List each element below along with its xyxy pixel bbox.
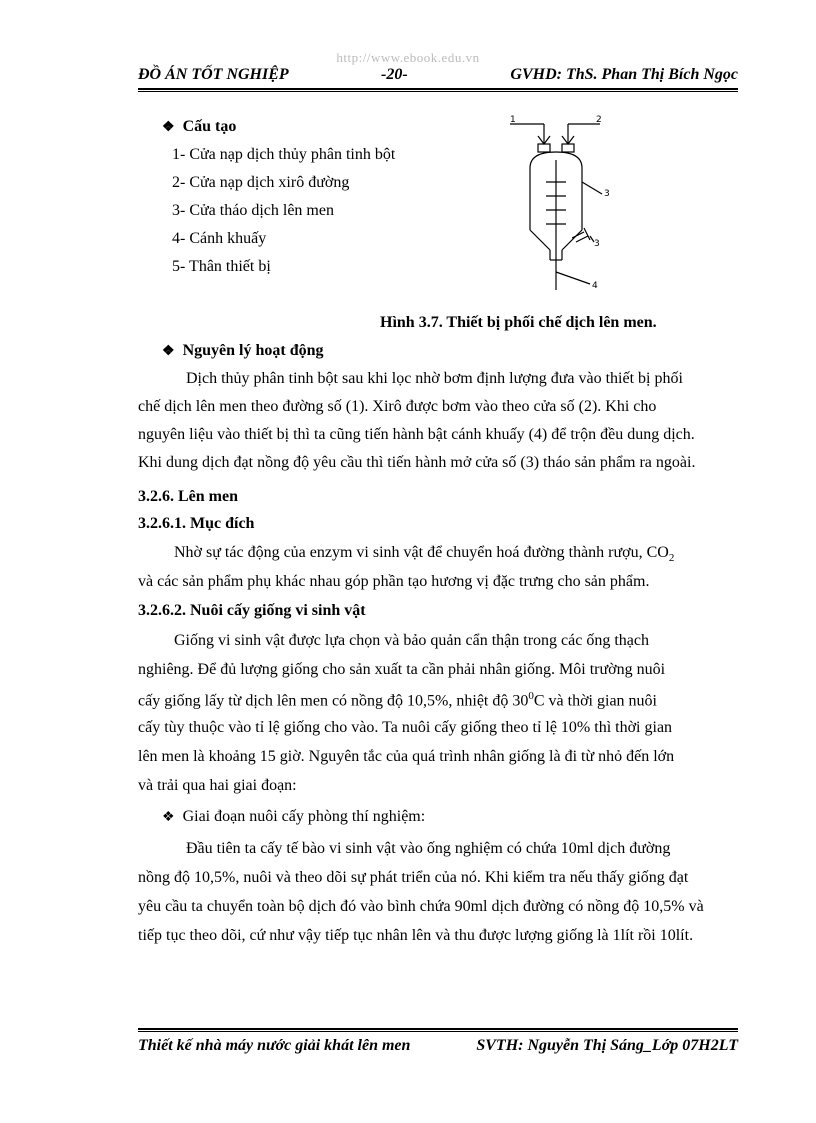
structure-heading: ❖ Cấu tạo bbox=[162, 118, 237, 135]
paragraph-line: và trải qua hai giai đoạn: bbox=[138, 777, 297, 794]
principle-heading: ❖ Nguyên lý hoạt động bbox=[162, 342, 324, 359]
figure-caption: Hình 3.7. Thiết bị phối chế dịch lên men. bbox=[380, 314, 657, 331]
paragraph-line: nghiêng. Để đủ lượng giống cho sản xuất ta cần phải nhân giống. Môi trường nuôi bbox=[138, 661, 666, 678]
diamond-bullet-icon: ❖ bbox=[162, 120, 175, 135]
paragraph-line: lên men là khoảng 15 giờ. Nguyên tắc của quá trình nhân giống là đi từ nhỏ đến lớn bbox=[138, 748, 675, 765]
paragraph-line: nồng độ 10,5%, nuôi và theo dõi sự phát triển của nó. Khi kiểm tra nếu thấy giống đạt bbox=[138, 869, 689, 886]
watermark-url: http://www.ebook.edu.vn bbox=[336, 50, 480, 65]
paragraph-line: tiếp tục theo dõi, cứ như vậy tiếp tục nhân lên và thu được lượng giống là 1lít rồi 10lít. bbox=[138, 927, 694, 944]
subsection-heading: 3.2.6.1. Mục đích bbox=[138, 515, 255, 532]
section-heading: 3.2.6. Lên men bbox=[138, 488, 238, 505]
header-rule bbox=[138, 88, 738, 90]
paragraph-line: nguyên liệu vào thiết bị thì ta cũng tiến hành bật cánh khuấy (4) để trộn đều dung dịch. bbox=[138, 426, 695, 443]
tank-svg bbox=[500, 112, 620, 292]
header-rule-thin bbox=[138, 91, 738, 92]
list-item: 1- Cửa nạp dịch thủy phân tinh bột bbox=[172, 146, 396, 163]
page-header bbox=[138, 66, 738, 86]
header-advisor: GVHD: ThS. Phan Thị Bích Ngọc bbox=[510, 66, 738, 83]
footer-rule bbox=[138, 1028, 738, 1030]
paragraph-line: chế dịch lên men theo đường số (1). Xirô được bơm vào theo cửa số (2). Khi cho bbox=[138, 398, 657, 415]
paragraph-line: Giống vi sinh vật được lựa chọn và bảo quản cẩn thận trong các ống thạch bbox=[174, 632, 649, 649]
subsection-heading: 3.2.6.2. Nuôi cấy giống vi sinh vật bbox=[138, 602, 366, 619]
paragraph-line: Khi dung dịch đạt nồng độ yêu cầu thì tiến hành mở cửa số (3) tháo sản phẩm ra ngoài. bbox=[138, 454, 696, 471]
list-item: 2- Cửa nạp dịch xirô đường bbox=[172, 174, 350, 191]
paragraph-line: Dịch thủy phân tinh bột sau khi lọc nhờ bơm định lượng đưa vào thiết bị phối bbox=[186, 370, 683, 387]
page-number: -20- bbox=[381, 66, 408, 83]
footer-rule-thin bbox=[138, 1031, 738, 1032]
diamond-bullet-icon: ❖ bbox=[162, 810, 175, 825]
header-title: ĐỒ ÁN TỐT NGHIỆP bbox=[138, 66, 289, 83]
list-item: 5- Thân thiết bị bbox=[172, 258, 271, 275]
fig-label-3b: 3 bbox=[594, 239, 600, 249]
lab-stage-heading: ❖ Giai đoạn nuôi cấy phòng thí nghiệm: bbox=[162, 808, 426, 825]
footer-student: SVTH: Nguyễn Thị Sáng_Lớp 07H2LT bbox=[476, 1037, 738, 1054]
footer-title: Thiết kế nhà máy nước giải khát lên men bbox=[138, 1037, 411, 1054]
fig-label-1: 1 bbox=[510, 115, 516, 125]
fig-label-3a: 3 bbox=[604, 189, 610, 199]
paragraph-line: Nhờ sự tác động của enzym vi sinh vật để chuyển hoá đường thành rượu, $CO_2$ bbox=[174, 544, 675, 565]
paragraph-line: cấy tùy thuộc vào tỉ lệ giống cho vào. Ta nuôi cấy giống theo tỉ lệ 10% thì thời gian bbox=[138, 719, 673, 736]
list-item: 3- Cửa tháo dịch lên men bbox=[172, 202, 334, 219]
paragraph-line: yêu cầu ta chuyển toàn bộ dịch đó vào bình chứa 90ml dịch đường có nồng độ 10,5% và bbox=[138, 898, 704, 915]
paragraph-line: và các sản phẩm phụ khác nhau góp phần tạo hương vị đặc trưng cho sản phẩm. bbox=[138, 573, 650, 590]
paragraph-line: cấy giống lấy từ dịch lên men có nồng độ 10,5%, nhiệt độ $30^0C$ và thời gian nuôi bbox=[138, 690, 657, 710]
diamond-bullet-icon: ❖ bbox=[162, 344, 175, 359]
paragraph-line: Đầu tiên ta cấy tế bào vi sinh vật vào ống nghiệm có chứa 10ml dịch đường bbox=[186, 840, 671, 857]
fig-label-4: 4 bbox=[592, 281, 598, 291]
fig-label-2: 2 bbox=[596, 115, 602, 125]
mixing-tank-diagram bbox=[500, 112, 620, 292]
list-item: 4- Cánh khuấy bbox=[172, 230, 267, 247]
